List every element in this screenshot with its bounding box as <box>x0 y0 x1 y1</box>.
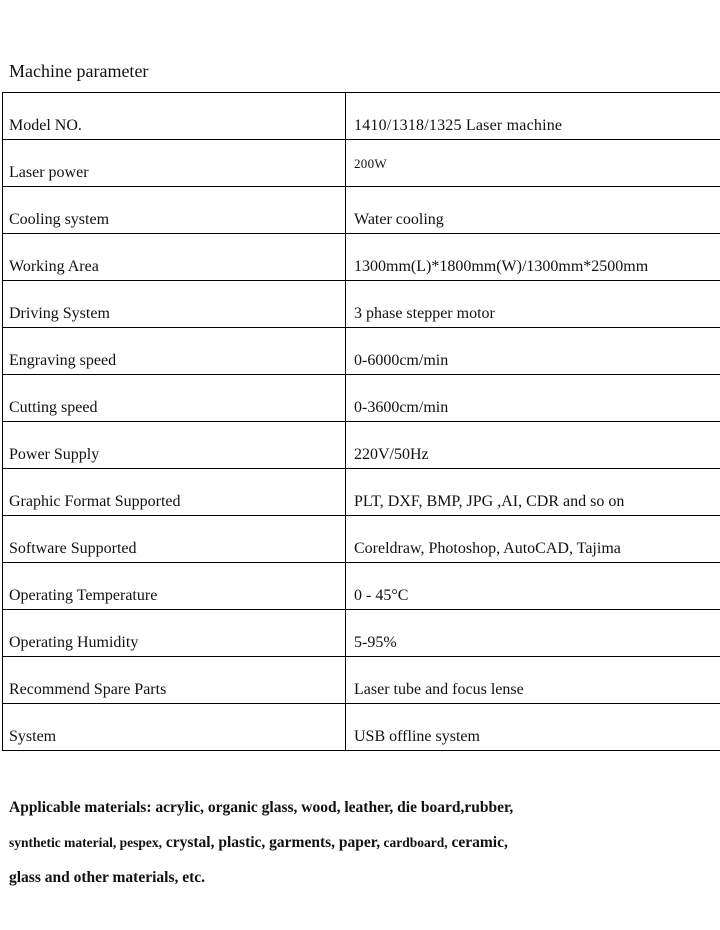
applicable-materials <box>9 796 709 901</box>
param-value: 0-3600cm/min <box>346 375 720 422</box>
param-value: PLT, DXF, BMP, JPG ,AI, CDR and so on <box>346 469 720 516</box>
param-label: Operating Temperature <box>3 563 346 610</box>
table-row <box>3 704 720 751</box>
param-label: Graphic Format Supported <box>3 469 346 516</box>
materials-line-1: Applicable materials: acrylic, organic glass, wood, leather, die board,rubber, <box>9 799 514 816</box>
table-row <box>3 422 720 469</box>
param-label: Engraving speed <box>3 328 346 375</box>
machine-parameter-table <box>2 92 720 751</box>
param-value: 1300mm(L)*1800mm(W)/1300mm*2500mm <box>346 234 720 281</box>
table-row <box>3 375 720 422</box>
table-row <box>3 563 720 610</box>
param-value: 220V/50Hz <box>346 422 720 469</box>
param-value: 200W <box>346 140 720 187</box>
materials-line-2-part-c: cardboard, <box>380 835 448 850</box>
param-value: Laser tube and focus lense <box>346 657 720 704</box>
table-row <box>3 516 720 563</box>
param-value: 5-95% <box>346 610 720 657</box>
param-value: Coreldraw, Photoshop, AutoCAD, Tajima <box>346 516 720 563</box>
param-label: System <box>3 704 346 751</box>
param-label: Recommend Spare Parts <box>3 657 346 704</box>
param-label: Software Supported <box>3 516 346 563</box>
param-label: Laser power <box>3 140 346 187</box>
param-value: 3 phase stepper motor <box>346 281 720 328</box>
param-label: Power Supply <box>3 422 346 469</box>
param-label: Cutting speed <box>3 375 346 422</box>
table-row <box>3 469 720 516</box>
table-row <box>3 328 720 375</box>
table-row <box>3 281 720 328</box>
page-title: Machine parameter <box>9 61 149 81</box>
param-label: Working Area <box>3 234 346 281</box>
table-row <box>3 187 720 234</box>
table-row <box>3 93 720 140</box>
param-value: 1410/1318/1325 Laser machine <box>346 93 720 140</box>
param-label: Model NO. <box>3 93 346 140</box>
param-value: 0 - 45°C <box>346 563 720 610</box>
table-row <box>3 657 720 704</box>
materials-line-2-part-b: crystal, plastic, garments, paper, <box>161 834 381 851</box>
param-value: USB offline system <box>346 704 720 751</box>
table-row <box>3 610 720 657</box>
table-row <box>3 234 720 281</box>
materials-line-2 <box>9 831 709 866</box>
param-label: Driving System <box>3 281 346 328</box>
param-value: Water cooling <box>346 187 720 234</box>
param-label: Operating Humidity <box>3 610 346 657</box>
param-value: 0-6000cm/min <box>346 328 720 375</box>
materials-line-2-part-a: synthetic material, pespex, <box>9 835 162 850</box>
table-row <box>3 140 720 187</box>
materials-line-3: glass and other materials, etc. <box>9 869 206 886</box>
materials-line-2-part-d: ceramic, <box>447 834 508 851</box>
param-label: Cooling system <box>3 187 346 234</box>
